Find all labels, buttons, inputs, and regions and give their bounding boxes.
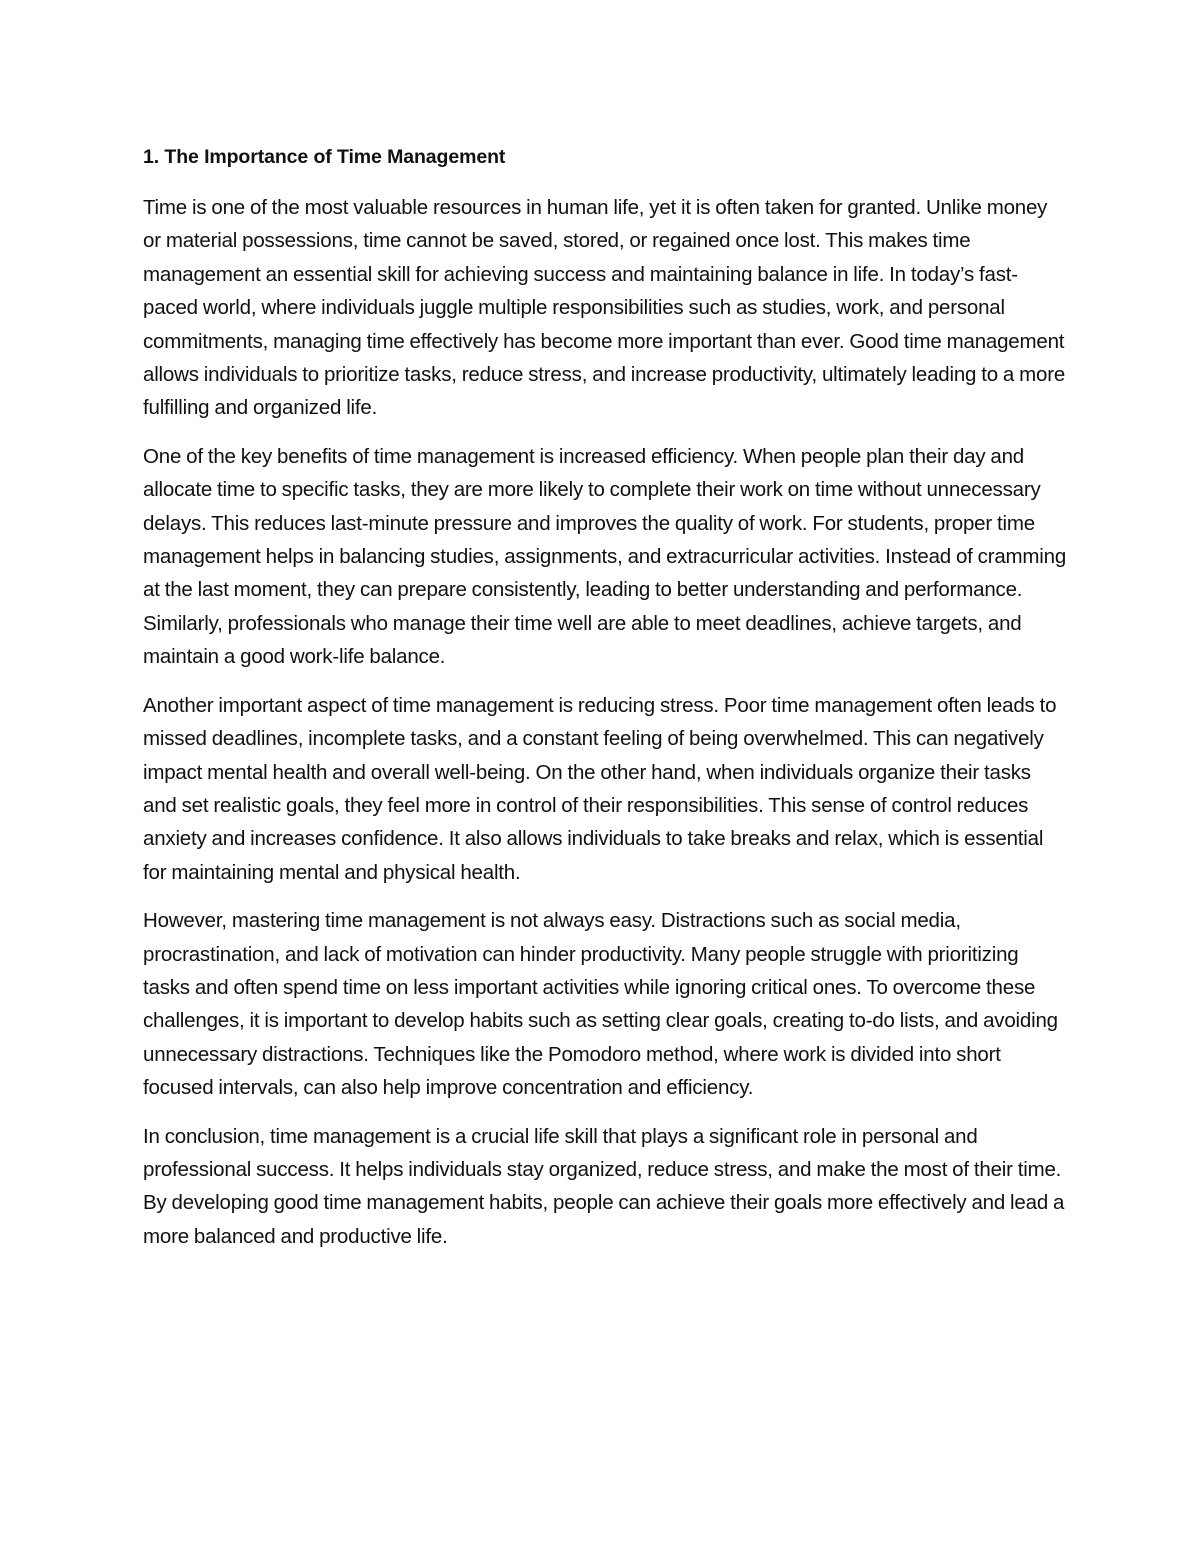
paragraph-5: In conclusion, time management is a crucial life skill that plays a significant role in personal and professional success. It helps individuals stay organized, reduce stress, and make the most of their time. By developing good time management habits, people can achieve their goals more effectively and lead a more balanced and productive life. bbox=[143, 1124, 1065, 1248]
section-heading: 1. The Importance of Time Management bbox=[143, 146, 506, 168]
paragraph-3: Another important aspect of time management is reducing stress. Poor time management often leads to missed deadlines, incomplete tasks, and a constant feeling of being overwhelmed. This can negatively impact mental health and overall well-being. On the other hand, when individuals organize their tasks and set realistic goals, they feel more in control of their responsibilities. This sense of control reduces anxiety and increases confidence. It also allows individuals to take breaks and relax, which is essential for maintaining mental and physical health. bbox=[143, 693, 1057, 884]
paragraph-1: Time is one of the most valuable resources in human life, yet it is often taken for granted. Unlike money or material possessions, time cannot be saved, stored, or regained once lost. This makes time management an essential skill for achieving success and maintaining balance in life. In today’s fast-paced world, where individuals juggle multiple responsibilities such as studies, work, and personal commitments, managing time effectively has become more important than ever. Good time management allows individuals to prioritize tasks, reduce stress, and increase productivity, ultimately leading to a more fulfilling and organized life. bbox=[143, 196, 1066, 420]
paragraph-4: However, mastering time management is not always easy. Distractions such as social media, procrastination, and lack of motivation can hinder productivity. Many people struggle with prioritizing tasks and often spend time on less important activities while ignoring critical ones. To overcome these challenges, it is important to develop habits such as setting clear goals, creating to-do lists, and avoiding unnecessary distractions. Techniques like the Pomodoro method, where work is divided into short focused intervals, can also help improve concentration and efficiency. bbox=[143, 909, 1058, 1100]
document-body bbox=[143, 143, 1068, 1268]
paragraph-2: One of the key benefits of time management is increased efficiency. When people plan their day and allocate time to specific tasks, they are more likely to complete their work on time without unnecessary delays. This reduces last-minute pressure and improves the quality of work. For students, proper time management helps in balancing studies, assignments, and extracurricular activities. Instead of cramming at the last moment, they can prepare consistently, leading to better understanding and performance. Similarly, professionals who manage their time well are able to meet deadlines, achieve targets, and maintain a good work-life balance. bbox=[143, 444, 1067, 669]
